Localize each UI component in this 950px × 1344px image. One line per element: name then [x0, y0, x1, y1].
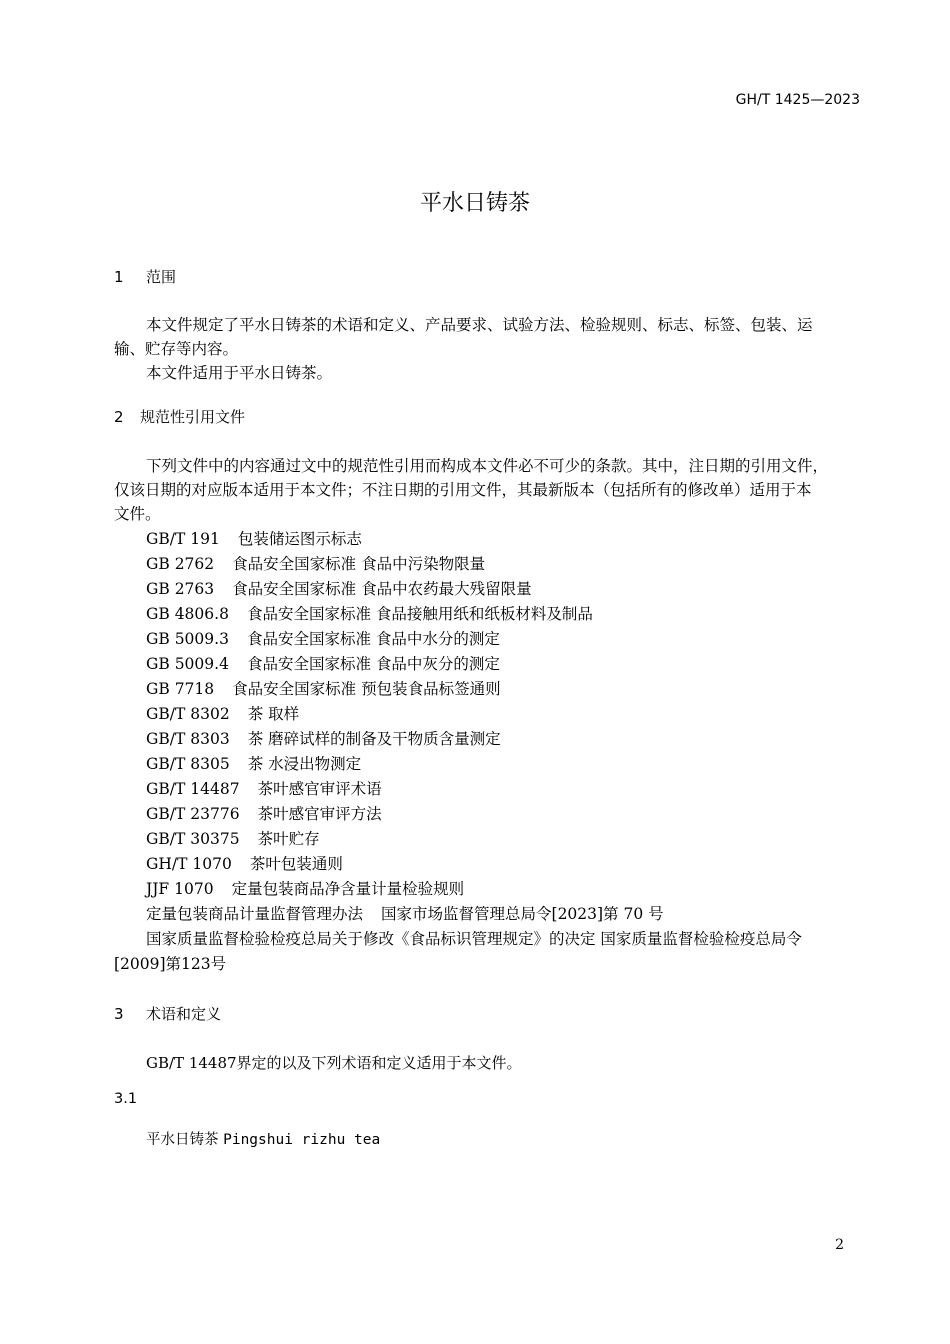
- reference-item: [146, 752, 860, 777]
- reference-line-2: [2009]第123号: [114, 955, 227, 973]
- reference-item: [146, 577, 860, 602]
- reference-title: 食品安全国家标准 预包装食品标签通则: [232, 680, 501, 698]
- reference-item: [146, 877, 860, 902]
- intro-line-2: 仅该日期的对应版本适用于本文件；不注日期的引用文件，其最新版本（包括所有的修改单）适用于本: [114, 481, 812, 499]
- reference-item: [146, 677, 860, 702]
- reference-title: 茶 磨碎试样的制备及干物质含量测定: [247, 730, 501, 748]
- reference-code: GB/T 8302: [146, 705, 230, 723]
- reference-title: 茶 水浸出物测定: [247, 755, 362, 773]
- document-code: GH/T 1425—2023: [735, 92, 860, 108]
- term-entry: [146, 1128, 380, 1149]
- reference-code: GB/T 8303: [146, 730, 230, 748]
- reference-title: 茶叶贮存: [257, 830, 320, 848]
- section-3-heading: [114, 1003, 221, 1024]
- page-title: 平水日铸茶: [419, 191, 530, 216]
- reference-code: GB 7718: [146, 680, 215, 698]
- reference-code: GB/T 191: [146, 530, 220, 548]
- scope-line-1: 本文件规定了平水日铸茶的术语和定义、产品要求、试验方法、检验规则、标志、标签、包装、运: [146, 316, 813, 334]
- section-title: 术语和定义: [146, 1005, 222, 1023]
- section-1-heading: [114, 266, 176, 287]
- reference-title: 茶叶感官审评方法: [257, 805, 382, 823]
- reference-item: [146, 627, 860, 652]
- reference-title: 国家市场监督管理总局令[2023]第 70 号: [381, 905, 664, 923]
- reference-code: GB/T 30375: [146, 830, 240, 848]
- section-title: 规范性引用文件: [140, 408, 246, 426]
- reference-code: GB 2763: [146, 580, 215, 598]
- reference-code: GB 5009.3: [146, 630, 229, 648]
- reference-item: [146, 852, 860, 877]
- reference-item: [146, 777, 860, 802]
- reference-item: [146, 527, 860, 552]
- reference-title: 食品安全国家标准 食品中污染物限量: [232, 555, 486, 573]
- references-intro: [114, 454, 860, 526]
- reference-code: GB 4806.8: [146, 605, 229, 623]
- reference-code: GB/T 23776: [146, 805, 240, 823]
- scope-line-2: 输、贮存等内容。: [114, 340, 239, 358]
- section-number: 3: [114, 1005, 124, 1023]
- section-number: 1: [114, 268, 124, 286]
- reference-code: GB 5009.4: [146, 655, 229, 673]
- reference-title: 食品安全国家标准 食品中水分的测定: [246, 630, 500, 648]
- reference-item: [146, 552, 860, 577]
- term-chinese: 平水日铸茶: [146, 1132, 219, 1148]
- reference-code: 定量包装商品计量监督管理办法: [146, 905, 364, 923]
- reference-item: [146, 727, 860, 752]
- section-title: 范围: [146, 268, 177, 286]
- reference-item: [146, 902, 860, 927]
- section-2-heading: [114, 406, 245, 427]
- reference-list: [146, 527, 860, 927]
- reference-item: [146, 802, 860, 827]
- scope-line-3: 本文件适用于平水日铸茶。: [146, 364, 333, 382]
- reference-code: GB/T 14487: [146, 780, 240, 798]
- term-english: Pingshui rizhu tea: [223, 1132, 381, 1148]
- reference-code: GH/T 1070: [146, 855, 232, 873]
- term-number: 3.1: [114, 1091, 138, 1107]
- reference-title: 定量包装商品净含量计量检验规则: [231, 880, 465, 898]
- scope-paragraph: [114, 313, 860, 385]
- reference-item: [146, 702, 860, 727]
- reference-code: GB 2762: [146, 555, 215, 573]
- terms-intro: GB/T 14487界定的以及下列术语和定义适用于本文件。: [146, 1054, 522, 1072]
- reference-title: 食品安全国家标准 食品接触用纸和纸板材料及制品: [246, 605, 593, 623]
- reference-code: GB/T 8305: [146, 755, 230, 773]
- intro-line-1: 下列文件中的内容通过文中的规范性引用而构成本文件必不可少的条款。其中，注日期的引用文件，: [146, 457, 829, 475]
- page-number: 2: [835, 1237, 844, 1253]
- reference-code: JJF 1070: [146, 880, 214, 898]
- intro-line-3: 文件。: [114, 505, 161, 523]
- reference-title: 食品安全国家标准 食品中灰分的测定: [246, 655, 500, 673]
- reference-title: 茶 取样: [247, 705, 300, 723]
- reference-item: [146, 652, 860, 677]
- reference-title: 茶叶感官审评术语: [257, 780, 382, 798]
- reference-item: [146, 602, 860, 627]
- reference-line-1: 国家质量监督检验检疫总局关于修改《食品标识管理规定》的决定 国家质量监督检验检疫总局令: [146, 930, 802, 948]
- reference-title: 包装储运图示标志: [237, 530, 362, 548]
- reference-item: [146, 827, 860, 852]
- reference-title: 食品安全国家标准 食品中农药最大残留限量: [232, 580, 532, 598]
- reference-title: 茶叶包装通则: [249, 855, 343, 873]
- reference-item-wrapped: [114, 927, 860, 977]
- section-number: 2: [114, 408, 124, 426]
